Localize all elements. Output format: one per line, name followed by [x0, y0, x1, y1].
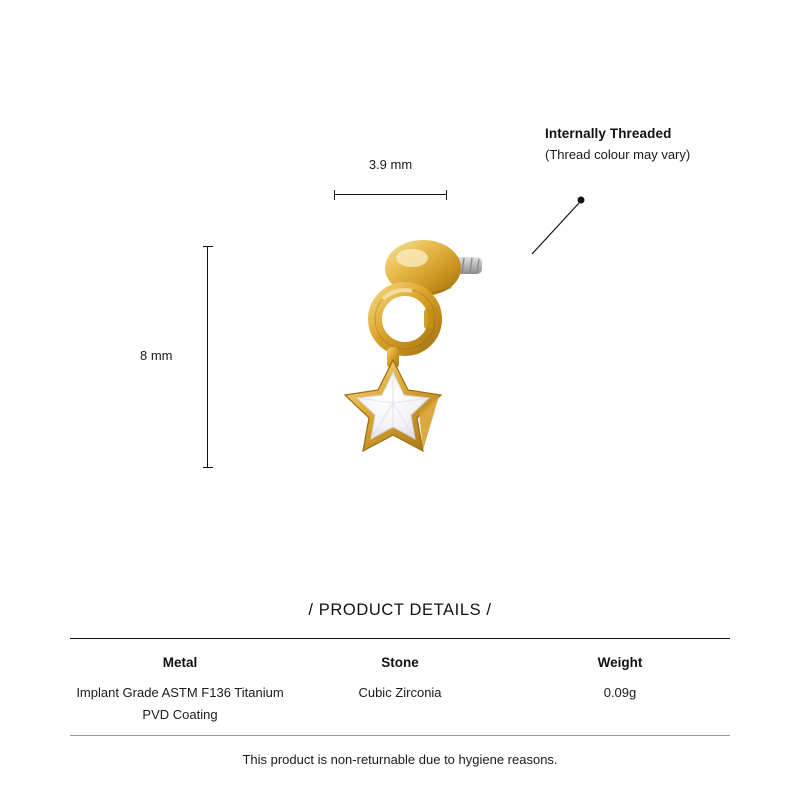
- spec-weight-label: Weight: [597, 655, 643, 670]
- spec-stone-label: Stone: [381, 655, 419, 670]
- gold-star-charm-labret-icon: [320, 235, 500, 485]
- spec-stone-value: Cubic Zirconia: [358, 685, 442, 700]
- gold-connector-ring-icon: [375, 289, 435, 349]
- spec-stone: [290, 655, 510, 727]
- details-divider-bottom: [70, 735, 730, 736]
- spec-weight-value: 0.09g: [603, 685, 637, 700]
- returns-footnote: This product is non-returnable due to hygiene reasons.: [242, 752, 558, 767]
- spec-weight: [510, 655, 730, 727]
- spec-metal-label: Metal: [162, 655, 198, 670]
- star-charm-icon: [345, 360, 441, 451]
- product-details-heading: / PRODUCT DETAILS /: [308, 601, 492, 619]
- threading-callout-title: Internally Threaded: [545, 126, 672, 141]
- callout-pointer-icon: [510, 190, 630, 300]
- details-divider-top: [70, 638, 730, 639]
- threading-callout-note: (Thread colour may vary): [545, 147, 691, 162]
- height-dimension-label: 8 mm: [140, 348, 173, 363]
- spec-metal: [70, 655, 290, 727]
- product-specs: [70, 655, 730, 727]
- height-dimension-rule: [203, 246, 213, 468]
- width-dimension-label: 3.9 mm: [368, 157, 413, 172]
- spec-metal-value: Implant Grade ASTM F136 Titanium PVD Coating: [76, 685, 284, 723]
- threading-callout: [545, 126, 795, 162]
- width-dimension-rule: [334, 190, 447, 200]
